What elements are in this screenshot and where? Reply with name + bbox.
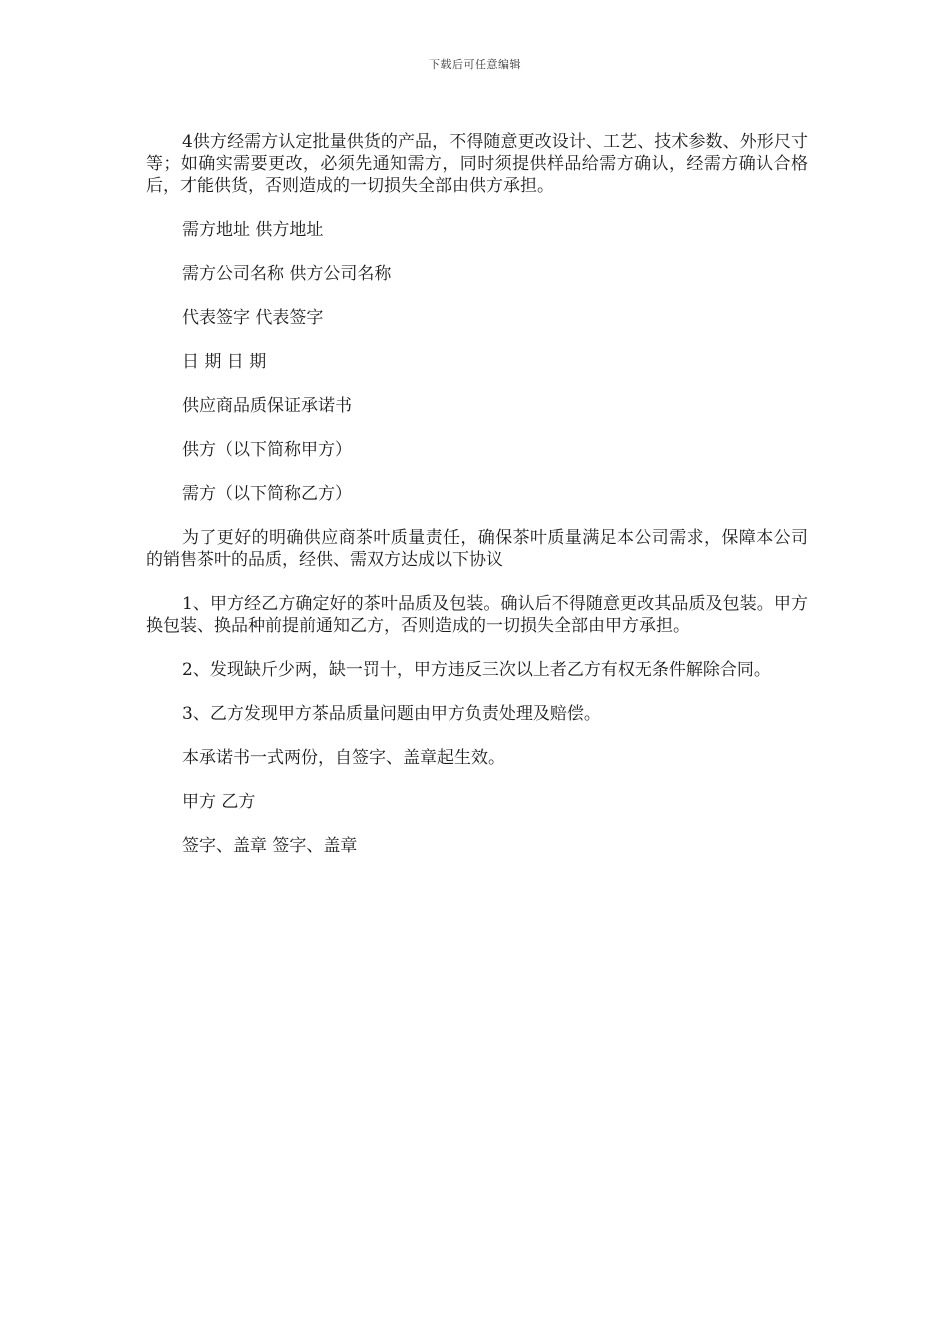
paragraph-sign-seal-line: 签字、盖章 签字、盖章 <box>182 836 358 856</box>
page-header: 下载后可任意编辑 <box>429 58 521 71</box>
paragraph-date-line: 日 期 日 期 <box>182 352 267 372</box>
section-title: 供应商品质保证承诺书 <box>182 396 352 416</box>
paragraph-parties-line: 甲方 乙方 <box>182 792 256 812</box>
paragraph-effective-statement: 本承诺书一式两份，自签字、盖章起生效。 <box>182 748 505 768</box>
paragraph-address-line: 需方地址 供方地址 <box>182 220 324 240</box>
paragraph-clause-1: 1、甲方经乙方确定好的茶叶品质及包装。确认后不得随意更改其品质及包装。甲方换包装、换品种前提前通知乙方，否则造成的一切损失全部由甲方承担。 <box>146 594 808 636</box>
paragraph-party-b: 需方（以下简称乙方） <box>182 484 352 504</box>
paragraph-supplier-change-terms: 4供方经需方认定批量供货的产品，不得随意更改设计、工艺、技术参数、外形尺寸等；如确实需要更改，必须先通知需方，同时须提供样品给需方确认，经需方确认合格后，才能供货，否则造成的一切损失全部由供方承担。 <box>146 132 808 196</box>
paragraph-clause-3: 3、乙方发现甲方茶品质量问题由甲方负责处理及赔偿。 <box>182 704 601 724</box>
document-body <box>146 131 808 879</box>
paragraph-representative-signature-line: 代表签字 代表签字 <box>182 308 324 328</box>
paragraph-clause-2: 2、发现缺斤少两，缺一罚十，甲方违反三次以上者乙方有权无条件解除合同。 <box>182 660 771 680</box>
paragraph-party-a: 供方（以下简称甲方） <box>182 440 352 460</box>
paragraph-preamble: 为了更好的明确供应商茶叶质量责任，确保茶叶质量满足本公司需求，保障本公司的销售茶叶的品质，经供、需双方达成以下协议 <box>146 528 808 570</box>
paragraph-company-name-line: 需方公司名称 供方公司名称 <box>182 264 392 284</box>
